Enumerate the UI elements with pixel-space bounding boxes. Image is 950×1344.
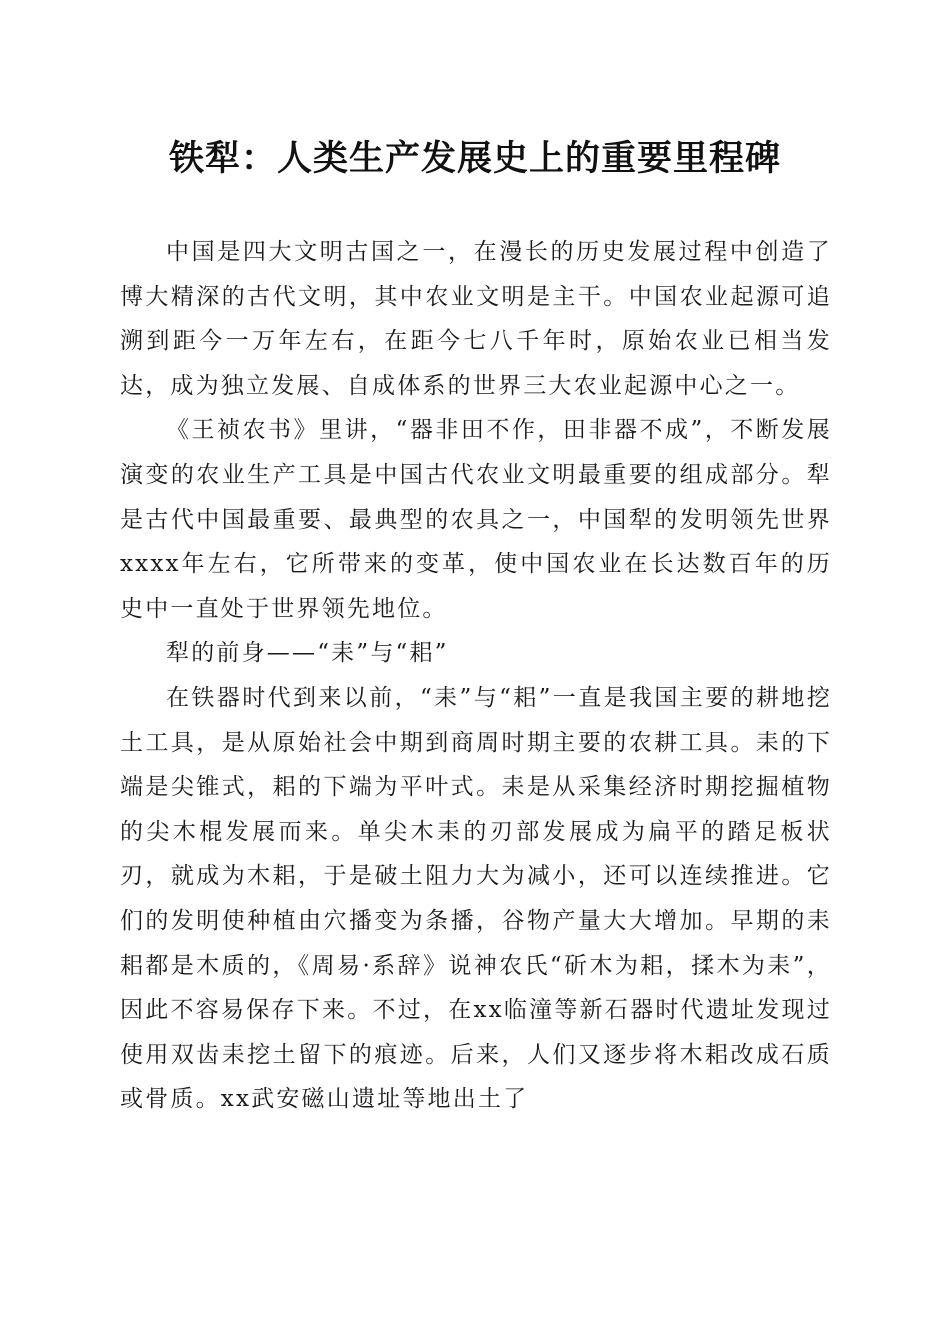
paragraph-lei-si-history: 在铁器时代到来以前，“耒”与“耜”一直是我国主要的耕地挖土工具，是从原始社会中期到商周时期主要的农耕工具。耒的下端是尖锥式，耜的下端为平叶式。耒是从采集经济时期挖掘植物的尖木棍发展而来。单尖木耒的刃部发展成为扁平的踏足板状刃，就成为木耜，于是破土阻力大为减小，还可以连续推进。它们的发明使种植由穴播变为条播，谷物产量大大增加。早期的耒耜都是木质的，《周易·系辞》说神农氏“斫木为耜，揉木为耒”，因此不容易保存下来。不过，在xx临潼等新石器时代遗址发现过使用双齿耒挖土留下的痕迹。后来，人们又逐步将木耜改成石质或骨质。xx武安磁山遗址等地出土了 [120,684,832,1113]
page-title: 铁犁：人类生产发展史上的重要里程碑 [168,138,781,179]
document-body [120,230,832,1122]
paragraph-intro: 中国是四大文明古国之一，在漫长的历史发展过程中创造了博大精深的古代文明，其中农业文明是主干。中国农业起源可追溯到距今一万年左右，在距今七八千年时，原始农业已相当发达，成为独立发展、自成体系的世界三大农业起源中心之一。 [120,239,832,399]
paragraph-wangzhen-nongshu: 《王祯农书》里讲，“器非田不作，田非器不成”，不断发展演变的农业生产工具是中国古代农业文明最重要的组成部分。犁是古代中国最重要、最典型的农具之一，中国犁的发明领先世界xxxx年左右，它所带来的变革，使中国农业在长达数百年的历史中一直处于世界领先地位。 [120,417,832,622]
section-heading-lei-si: 犁的前身——“耒”与“耜” [166,640,449,667]
